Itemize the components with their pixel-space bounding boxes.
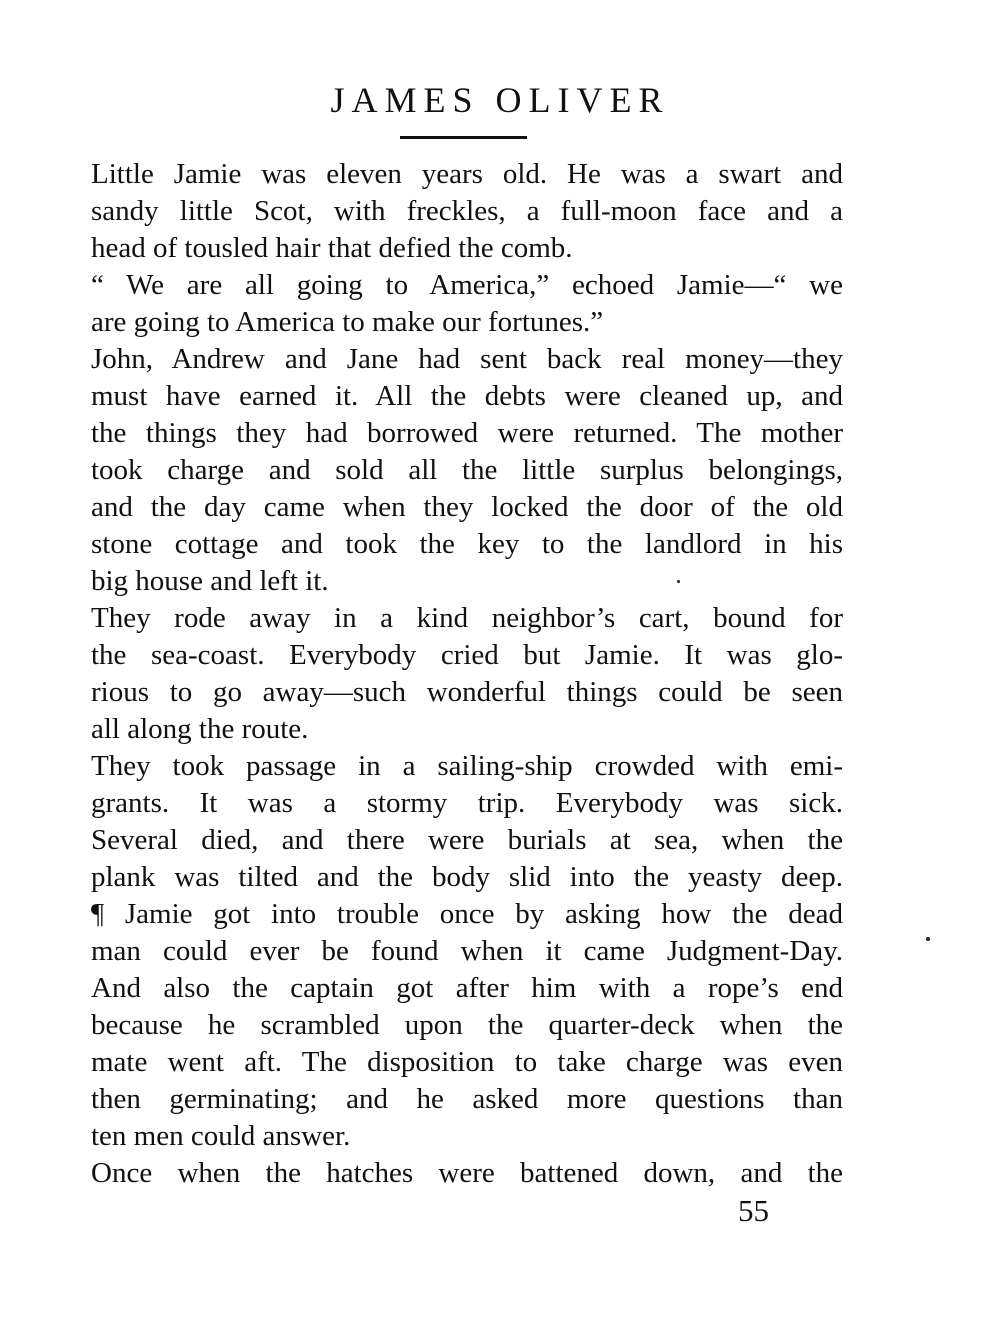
text-line: Several died, and there were burials at sea, when the bbox=[91, 824, 843, 856]
text-line: Once when the hatches were battened down, and the bbox=[91, 1157, 843, 1189]
text-line: the things they had borrowed were returned. The mother bbox=[91, 417, 843, 449]
text-line: all along the route. bbox=[91, 713, 309, 745]
running-head: JAMES OLIVER bbox=[330, 80, 670, 120]
text-line: John, Andrew and Jane had sent back real money—they bbox=[91, 343, 843, 375]
text-line: mate went aft. The disposition to take charge was even bbox=[91, 1046, 843, 1078]
text-line: took charge and sold all the little surplus belongings, bbox=[91, 454, 843, 486]
text-line: Little Jamie was eleven years old. He was a swart and bbox=[91, 158, 843, 190]
text-line: plank was tilted and the body slid into the yeasty deep. bbox=[91, 861, 843, 893]
text-line: man could ever be found when it came Judgment-Day. bbox=[91, 935, 843, 967]
text-line: are going to America to make our fortunes.” bbox=[91, 306, 604, 338]
body-text bbox=[91, 156, 843, 1192]
text-line: because he scrambled upon the quarter-deck when the bbox=[91, 1009, 843, 1041]
text-line: head of tousled hair that defied the comb. bbox=[91, 232, 573, 264]
print-speck bbox=[677, 580, 680, 583]
print-speck bbox=[926, 937, 930, 941]
header-rule bbox=[400, 136, 527, 139]
text-line: They rode away in a kind neighbor’s cart, bound for bbox=[91, 602, 843, 634]
page-number: 55 bbox=[738, 1193, 769, 1228]
text-line: And also the captain got after him with a rope’s end bbox=[91, 972, 843, 1004]
text-line: ten men could answer. bbox=[91, 1120, 351, 1152]
text-line: then germinating; and he asked more questions than bbox=[91, 1083, 843, 1115]
text-line: ¶ Jamie got into trouble once by asking how the dead bbox=[91, 898, 843, 930]
text-line: the sea-coast. Everybody cried but Jamie. It was glo- bbox=[91, 639, 843, 671]
text-line: “ We are all going to America,” echoed Jamie—“ we bbox=[91, 269, 843, 301]
text-line: and the day came when they locked the door of the old bbox=[91, 491, 843, 523]
text-line: rious to go away—such wonderful things could be seen bbox=[91, 676, 843, 708]
text-line: big house and left it. bbox=[91, 565, 329, 597]
text-line: sandy little Scot, with freckles, a full-moon face and a bbox=[91, 195, 843, 227]
text-line: must have earned it. All the debts were cleaned up, and bbox=[91, 380, 843, 412]
text-line: They took passage in a sailing-ship crowded with emi- bbox=[91, 750, 843, 782]
text-line: stone cottage and took the key to the landlord in his bbox=[91, 528, 843, 560]
text-line: grants. It was a stormy trip. Everybody was sick. bbox=[91, 787, 843, 819]
